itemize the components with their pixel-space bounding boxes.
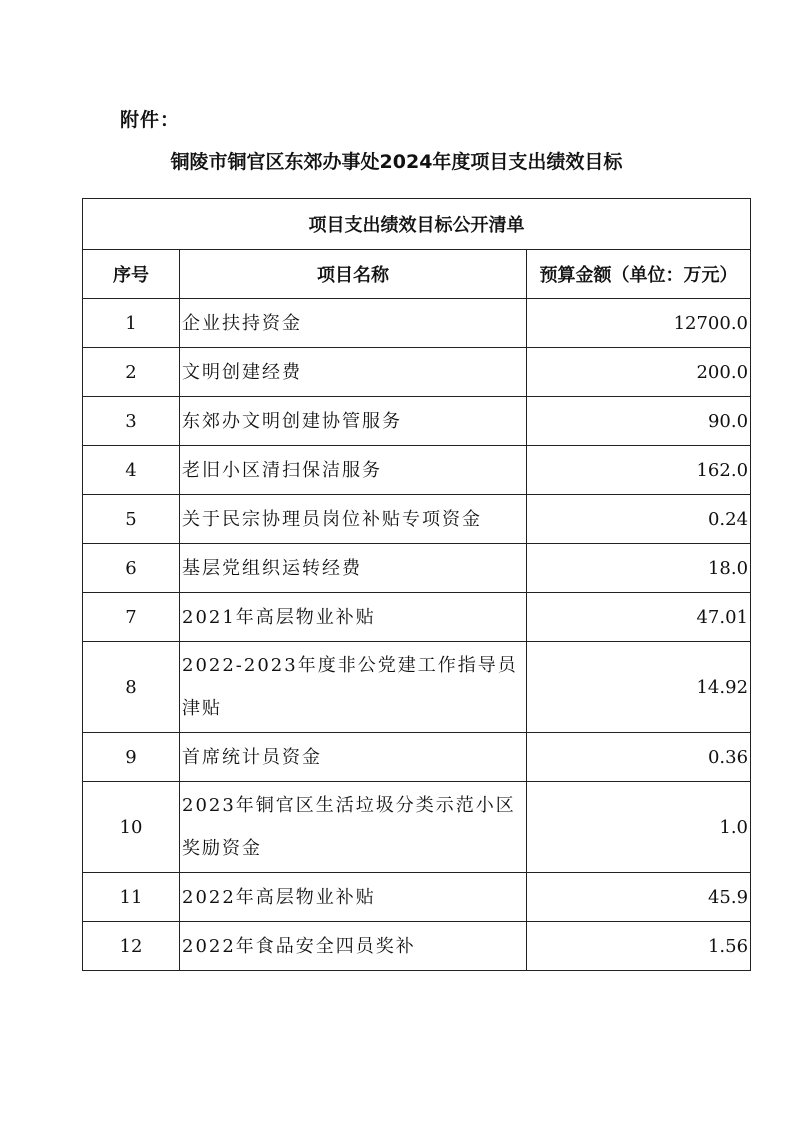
row-budget-amount: 0.24 [527,495,751,544]
row-budget-amount: 200.0 [527,348,751,397]
row-project-name: 基层党组织运转经费 [180,544,527,593]
table-row [83,299,751,348]
row-budget-amount: 90.0 [527,397,751,446]
row-project-name: 2023年铜官区生活垃圾分类示范小区奖励资金 [180,782,527,873]
row-budget-amount: 18.0 [527,544,751,593]
row-project-name: 2022年食品安全四员奖补 [180,922,527,971]
table-caption: 项目支出绩效目标公开清单 [83,199,751,250]
row-budget-amount: 12700.0 [527,299,751,348]
row-index: 9 [83,733,180,782]
column-header-index: 序号 [83,250,180,299]
row-project-name: 2021年高层物业补贴 [180,593,527,642]
table-row [83,397,751,446]
table-row [83,446,751,495]
row-budget-amount: 14.92 [527,642,751,733]
row-project-name: 老旧小区清扫保洁服务 [180,446,527,495]
row-project-name: 2022-2023年度非公党建工作指导员津贴 [180,642,527,733]
row-index: 10 [83,782,180,873]
table-row [83,873,751,922]
row-project-name: 东郊办文明创建协管服务 [180,397,527,446]
row-index: 12 [83,922,180,971]
row-index: 6 [83,544,180,593]
row-index: 7 [83,593,180,642]
row-budget-amount: 1.56 [527,922,751,971]
row-budget-amount: 162.0 [527,446,751,495]
column-header-budget-amount: 预算金额（单位：万元） [527,250,751,299]
table-row [83,593,751,642]
table-row [83,495,751,544]
document-title: 铜陵市铜官区东郊办事处2024年度项目支出绩效目标 [170,151,623,173]
row-budget-amount: 1.0 [527,782,751,873]
column-header-project-name: 项目名称 [180,250,527,299]
row-budget-amount: 0.36 [527,733,751,782]
table-row [83,642,751,733]
budget-table [82,198,751,971]
row-index: 8 [83,642,180,733]
row-budget-amount: 47.01 [527,593,751,642]
row-project-name: 关于民宗协理员岗位补贴专项资金 [180,495,527,544]
row-index: 5 [83,495,180,544]
row-project-name: 首席统计员资金 [180,733,527,782]
row-budget-amount: 45.9 [527,873,751,922]
row-project-name: 文明创建经费 [180,348,527,397]
table-row [83,733,751,782]
table-row [83,782,751,873]
row-index: 4 [83,446,180,495]
row-index: 3 [83,397,180,446]
row-index: 11 [83,873,180,922]
row-index: 2 [83,348,180,397]
row-project-name: 2022年高层物业补贴 [180,873,527,922]
row-index: 1 [83,299,180,348]
row-project-name: 企业扶持资金 [180,299,527,348]
table-row [83,544,751,593]
table-row [83,922,751,971]
table-row [83,348,751,397]
attachment-label: 附件： [120,109,181,131]
